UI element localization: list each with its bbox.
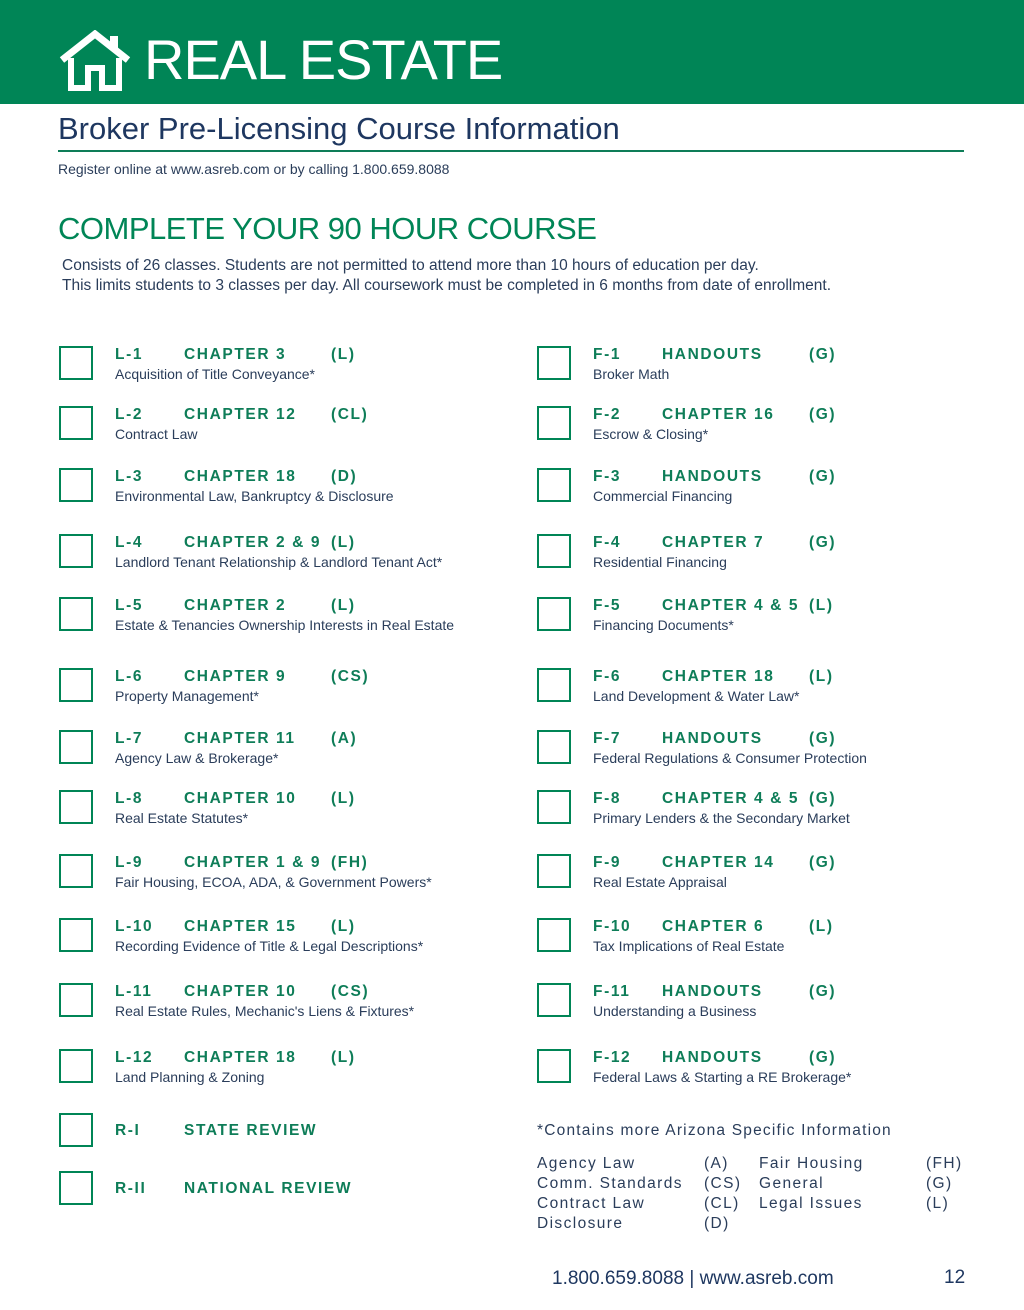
legend-abbr: (L) xyxy=(926,1195,950,1212)
course-checkbox[interactable] xyxy=(59,730,93,764)
course-description: Real Estate Statutes* xyxy=(115,810,249,826)
legend-name: General xyxy=(759,1175,824,1192)
course-chapter: CHAPTER 10 xyxy=(184,790,297,807)
footnote: *Contains more Arizona Specific Information xyxy=(537,1122,892,1139)
legend-abbr: (CL) xyxy=(704,1195,740,1212)
course-chapter: HANDOUTS xyxy=(662,346,763,363)
course-chapter: CHAPTER 6 xyxy=(662,918,765,935)
course-code: L-1 xyxy=(115,346,144,363)
course-category: (D) xyxy=(331,468,358,485)
course-category: (A) xyxy=(331,730,358,747)
course-description: Estate & Tenancies Ownership Interests in Real Estate xyxy=(115,617,455,633)
course-chapter: CHAPTER 1 & 9 xyxy=(184,854,322,871)
register-text: Register online at www.asreb.com or by calling 1.800.659.8088 xyxy=(58,161,450,177)
course-chapter: CHAPTER 11 xyxy=(184,730,296,747)
course-code: L-2 xyxy=(115,406,144,423)
course-category: (G) xyxy=(809,983,837,1000)
course-checkbox[interactable] xyxy=(59,1171,93,1205)
course-code: F-9 xyxy=(593,854,622,871)
course-chapter: CHAPTER 18 xyxy=(662,668,775,685)
course-checkbox[interactable] xyxy=(59,983,93,1017)
course-code: F-1 xyxy=(593,346,622,363)
legend-abbr: (FH) xyxy=(926,1155,963,1172)
course-description: Residential Financing xyxy=(593,554,727,570)
course-description: Real Estate Appraisal xyxy=(593,874,727,890)
course-category: (L) xyxy=(331,597,356,614)
course-checkbox[interactable] xyxy=(59,534,93,568)
course-chapter: CHAPTER 3 xyxy=(184,346,287,363)
legend-name: Legal Issues xyxy=(759,1195,863,1212)
course-description: Fair Housing, ECOA, ADA, & Government Powers* xyxy=(115,874,432,890)
course-chapter: CHAPTER 4 & 5 xyxy=(662,790,800,807)
legend-abbr: (A) xyxy=(704,1155,729,1172)
course-code: F-4 xyxy=(593,534,622,551)
page-number: 12 xyxy=(944,1267,966,1288)
course-category: (CS) xyxy=(331,668,370,685)
course-checkbox[interactable] xyxy=(59,597,93,631)
course-chapter: CHAPTER 12 xyxy=(184,406,297,423)
legend-abbr: (G) xyxy=(926,1175,953,1192)
course-code: L-6 xyxy=(115,668,144,685)
course-chapter: CHAPTER 9 xyxy=(184,668,287,685)
course-description: Federal Laws & Starting a RE Brokerage* xyxy=(593,1069,852,1085)
course-description: Commercial Financing xyxy=(593,488,733,504)
review-title: STATE REVIEW xyxy=(184,1122,318,1139)
course-code: L-10 xyxy=(115,918,154,935)
course-checkbox[interactable] xyxy=(59,668,93,702)
course-description: Primary Lenders & the Secondary Market xyxy=(593,810,850,826)
course-chapter: CHAPTER 15 xyxy=(184,918,297,935)
course-description: Broker Math xyxy=(593,366,670,382)
course-checkbox[interactable] xyxy=(59,1049,93,1083)
course-category: (CS) xyxy=(331,983,370,1000)
course-checkbox[interactable] xyxy=(537,346,571,380)
course-code: F-5 xyxy=(593,597,622,614)
course-checkbox[interactable] xyxy=(537,597,571,631)
course-description: Property Management* xyxy=(115,688,259,704)
course-description: Agency Law & Brokerage* xyxy=(115,750,279,766)
section-title: COMPLETE YOUR 90 HOUR COURSE xyxy=(58,211,597,246)
course-chapter: HANDOUTS xyxy=(662,468,763,485)
legend-abbrs-right xyxy=(926,1154,963,1214)
course-description: Recording Evidence of Title & Legal Descriptions* xyxy=(115,938,424,954)
legend-name: Disclosure xyxy=(537,1215,624,1232)
course-category: (G) xyxy=(809,346,837,363)
course-checkbox[interactable] xyxy=(59,468,93,502)
course-category: (L) xyxy=(331,790,356,807)
course-description: Escrow & Closing* xyxy=(593,426,709,442)
course-chapter: HANDOUTS xyxy=(662,983,763,1000)
course-code: F-3 xyxy=(593,468,622,485)
course-checkbox[interactable] xyxy=(537,730,571,764)
course-description: Acquisition of Title Conveyance* xyxy=(115,366,315,382)
course-description: Environmental Law, Bankruptcy & Disclosure xyxy=(115,488,394,504)
course-checkbox[interactable] xyxy=(537,668,571,702)
course-description: Contract Law xyxy=(115,426,198,442)
course-category: (G) xyxy=(809,854,837,871)
course-code: F-12 xyxy=(593,1049,632,1066)
course-description: Financing Documents* xyxy=(593,617,734,633)
course-checkbox[interactable] xyxy=(537,534,571,568)
course-code: L-8 xyxy=(115,790,144,807)
course-code: F-7 xyxy=(593,730,622,747)
course-category: (L) xyxy=(331,1049,356,1066)
course-code: R-I xyxy=(115,1122,141,1139)
course-chapter: CHAPTER 4 & 5 xyxy=(662,597,800,614)
course-code: L-12 xyxy=(115,1049,154,1066)
course-category: (G) xyxy=(809,534,837,551)
legend-abbr: (CS) xyxy=(704,1175,742,1192)
course-checkbox[interactable] xyxy=(59,918,93,952)
footer-contact: 1.800.659.8088 | www.asreb.com xyxy=(552,1268,834,1289)
course-description: Land Planning & Zoning xyxy=(115,1069,265,1085)
course-chapter: CHAPTER 18 xyxy=(184,468,297,485)
course-checkbox[interactable] xyxy=(59,346,93,380)
course-category: (L) xyxy=(331,346,356,363)
course-checkbox[interactable] xyxy=(537,854,571,888)
course-checkbox[interactable] xyxy=(537,406,571,440)
course-code: F-2 xyxy=(593,406,622,423)
course-chapter: CHAPTER 2 xyxy=(184,597,287,614)
review-title: NATIONAL REVIEW xyxy=(184,1180,353,1197)
legend-names-right xyxy=(759,1154,864,1214)
course-code: L-7 xyxy=(115,730,144,747)
legend-abbrs-left xyxy=(704,1154,741,1234)
banner-title: REAL ESTATE xyxy=(144,28,503,91)
intro-text xyxy=(62,256,962,296)
course-chapter: CHAPTER 16 xyxy=(662,406,775,423)
course-category: (L) xyxy=(809,597,834,614)
legend-name: Contract Law xyxy=(537,1195,646,1212)
course-code: F-8 xyxy=(593,790,622,807)
course-code: F-6 xyxy=(593,668,622,685)
course-checkbox[interactable] xyxy=(59,1113,93,1147)
course-code: L-11 xyxy=(115,983,153,1000)
course-category: (G) xyxy=(809,790,837,807)
course-chapter: CHAPTER 10 xyxy=(184,983,297,1000)
course-checkbox[interactable] xyxy=(537,918,571,952)
title-divider xyxy=(58,150,964,152)
course-category: (L) xyxy=(809,668,834,685)
legend-name: Fair Housing xyxy=(759,1155,864,1172)
course-checkbox[interactable] xyxy=(537,1049,571,1083)
course-description: Real Estate Rules, Mechanic's Liens & Fixtures* xyxy=(115,1003,415,1019)
course-category: (L) xyxy=(809,918,834,935)
course-checkbox[interactable] xyxy=(59,854,93,888)
course-chapter: CHAPTER 14 xyxy=(662,854,775,871)
course-description: Understanding a Business xyxy=(593,1003,757,1019)
course-description: Federal Regulations & Consumer Protection xyxy=(593,750,867,766)
course-description: Land Development & Water Law* xyxy=(593,688,800,704)
course-category: (L) xyxy=(331,534,356,551)
course-chapter: CHAPTER 18 xyxy=(184,1049,297,1066)
course-category: (G) xyxy=(809,406,837,423)
course-code: F-11 xyxy=(593,983,631,1000)
legend-name: Agency Law xyxy=(537,1155,636,1172)
course-checkbox[interactable] xyxy=(59,790,93,824)
course-code: L-4 xyxy=(115,534,144,551)
course-chapter: HANDOUTS xyxy=(662,730,763,747)
course-chapter: HANDOUTS xyxy=(662,1049,763,1066)
course-description: Landlord Tenant Relationship & Landlord Tenant Act* xyxy=(115,554,443,570)
intro-line: This limits students to 3 classes per day. All coursework must be completed in 6 months from date of enrollment. xyxy=(62,277,832,294)
course-checkbox[interactable] xyxy=(59,406,93,440)
legend-names-left xyxy=(537,1154,683,1234)
course-code: L-9 xyxy=(115,854,144,871)
course-category: (L) xyxy=(331,918,356,935)
course-code: L-3 xyxy=(115,468,144,485)
course-category: (FH) xyxy=(331,854,369,871)
header-banner xyxy=(0,0,1024,104)
course-checkbox[interactable] xyxy=(537,790,571,824)
course-category: (G) xyxy=(809,468,837,485)
course-checkbox[interactable] xyxy=(537,468,571,502)
course-description: Tax Implications of Real Estate xyxy=(593,938,785,954)
course-category: (CL) xyxy=(331,406,369,423)
house-icon xyxy=(58,30,132,92)
course-code: L-5 xyxy=(115,597,144,614)
page-title: Broker Pre-Licensing Course Information xyxy=(58,111,620,146)
intro-line: Consists of 26 classes. Students are not permitted to attend more than 10 hours of education per day. xyxy=(62,257,759,274)
course-chapter: CHAPTER 2 & 9 xyxy=(184,534,322,551)
course-category: (G) xyxy=(809,730,837,747)
course-checkbox[interactable] xyxy=(537,983,571,1017)
course-code: F-10 xyxy=(593,918,632,935)
course-category: (G) xyxy=(809,1049,837,1066)
course-code: R-II xyxy=(115,1180,147,1197)
course-chapter: CHAPTER 7 xyxy=(662,534,765,551)
legend-name: Comm. Standards xyxy=(537,1175,683,1192)
legend-abbr: (D) xyxy=(704,1215,730,1232)
